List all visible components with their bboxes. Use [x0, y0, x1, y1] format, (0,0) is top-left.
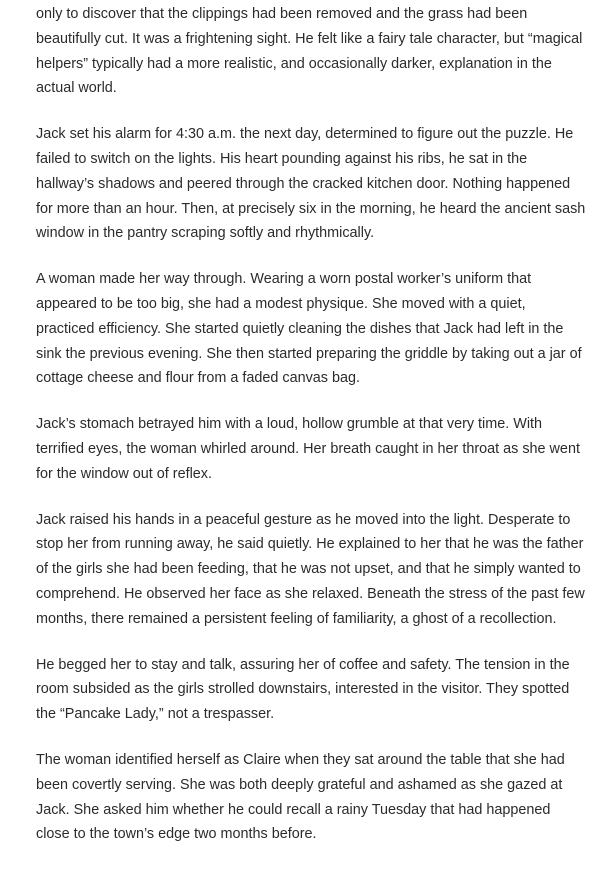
article-paragraph-7: The woman identified herself as Claire when they sat around the table that she had been covertly serving. She was both deeply grateful and ashamed as she gazed at Jack. She asked him whether he could recall a rainy Tuesday that had happened close to the town’s edge two months before. [36, 751, 565, 843]
article-paragraph-5: Jack raised his hands in a peaceful gesture as he moved into the light. Desperate to stop her from running away, he said quietly. He explained to her that he was the father of the girls she had been feeding, that he was not upset, and that he simply wanted to comprehend. He observed her face as she relaxed. Beneath the stress of the past few months, there remained a persistent feeling of familiarity, a ghost of a recollection. [36, 511, 585, 627]
article-paragraph-6: He begged her to stay and talk, assuring her of coffee and safety. The tension in the room subsided as the girls strolled downstairs, interested in the visitor. They spotted the “Pancake Lady,” not a trespasser. [36, 656, 570, 723]
article-paragraph-3: A woman made her way through. Wearing a worn postal worker’s uniform that appeared to be too big, she had a modest physique. She moved with a quiet, practiced efficiency. She started quietly cleaning the dishes that Jack had left in the sink the previous evening. She then started preparing the griddle by taking out a jar of cottage cheese and flour from a faded canvas bag. [36, 271, 582, 387]
article-paragraph-4: Jack’s stomach betrayed him with a loud, hollow grumble at that very time. With terrified eyes, the woman whirled around. Her breath caught in her throat as she went for the window out of reflex. [36, 416, 580, 482]
article-body [36, 2, 586, 868]
article-paragraph-2: Jack set his alarm for 4:30 a.m. the next day, determined to figure out the puzzle. He failed to switch on the lights. His heart pounding against his ribs, he sat in the hallway’s shadows and peered through the cracked kitchen door. Nothing happened for more than an hour. Then, at precisely six in the morning, he heard the ancient sash window in the pantry scraping softly and rhythmically. [36, 126, 586, 242]
article-paragraph-1: only to discover that the clippings had been removed and the grass had been beautifully cut. It was a frightening sight. He felt like a fairy tale character, but “magical helpers” typically had a more realistic, and occasionally darker, explanation in the actual world. [36, 6, 583, 97]
